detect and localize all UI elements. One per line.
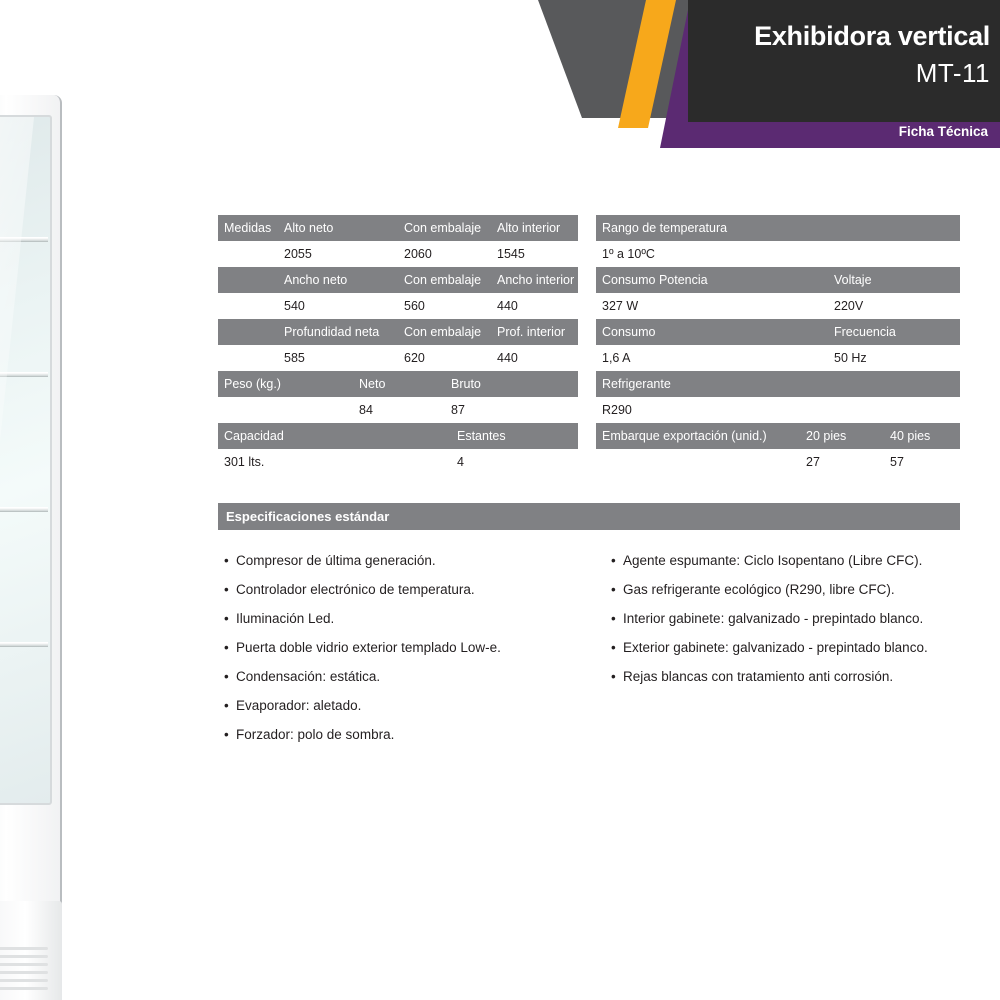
cell: Consumo [602,325,656,339]
table-row [596,241,960,267]
cell: Voltaje [834,273,872,287]
specs-column-left [218,546,589,749]
cell: Con embalaje [404,221,482,235]
cell: 84 [359,403,373,417]
cell: 40 pies [890,429,931,443]
table-row [218,449,578,475]
specs-column-right [589,546,960,749]
table-row [596,215,960,241]
cell: 440 [497,299,518,313]
list-item: • Forzador: polo de sombra. [218,720,589,749]
cell: Neto [359,377,386,391]
fridge-cabinet [0,95,62,915]
cell: 20 pies [806,429,847,443]
table-row [218,397,578,423]
cell: Ancho neto [284,273,348,287]
electrical-table [596,215,960,475]
cell: Ancho interior [497,273,575,287]
cell: Consumo Potencia [602,273,708,287]
cell: 440 [497,351,518,365]
cell: 2055 [284,247,312,261]
cell: 57 [890,455,904,469]
list-item: • Rejas blancas con tratamiento anti corrosión. [605,662,960,691]
cell: 50 Hz [834,351,867,365]
section-title: Especificaciones estándar [218,503,960,530]
table-row [596,371,960,397]
cell: Bruto [451,377,481,391]
glass-reflection [0,115,38,805]
dimensions-table [218,215,578,475]
table-row [596,293,960,319]
cell: Con embalaje [404,273,482,287]
cell: R290 [602,403,632,417]
table-row [218,319,578,345]
table-row [596,345,960,371]
table-row [218,241,578,267]
product-photo [0,95,70,975]
cell: 220V [834,299,864,313]
list-item: • Gas refrigerante ecológico (R290, libre CFC). [605,575,960,604]
table-row [218,293,578,319]
cell: Frecuencia [834,325,896,339]
table-row [596,449,960,475]
cell: 585 [284,351,305,365]
cell: Rango de temperatura [602,221,728,235]
page-title: Exhibidora vertical [754,21,990,51]
cell: Con embalaje [404,325,482,339]
list-item: • Agente espumante: Ciclo Isopentano (Libre CFC). [605,546,960,575]
sheet-type-label: Ficha Técnica [898,124,988,139]
fridge-glass-door [0,115,52,805]
list-item: • Iluminación Led. [218,604,589,633]
header-banner [510,0,1000,148]
cell: Capacidad [224,429,284,443]
cell: 4 [457,455,464,469]
fridge-base [0,901,62,1000]
table-row [596,267,960,293]
list-item: • Interior gabinete: galvanizado - prepintado blanco. [605,604,960,633]
cell: Alto neto [284,221,334,235]
cell: 540 [284,299,305,313]
table-row [596,319,960,345]
table-row [596,423,960,449]
cell: 27 [806,455,820,469]
cell: 1545 [497,247,525,261]
table-row [218,345,578,371]
cell: 327 W [602,299,639,313]
cell: Medidas [224,221,272,235]
model-number: MT-11 [915,58,990,88]
table-row [218,371,578,397]
cell: 87 [451,403,465,417]
table-row [218,215,578,241]
cell: Alto interior [497,221,561,235]
cell: Embarque exportación (unid.) [602,429,767,443]
cell: 2060 [404,247,432,261]
cell: 301 lts. [224,455,265,469]
cell: Refrigerante [602,377,671,391]
cell: Prof. interior [497,325,566,339]
cell: 1º a 10ºC [602,247,655,261]
table-row [218,423,578,449]
cell: Peso (kg.) [224,377,281,391]
cell: 1,6 A [602,351,631,365]
table-row [596,397,960,423]
table-row [218,267,578,293]
cell: Profundidad neta [284,325,380,339]
list-item: • Condensación: estática. [218,662,589,691]
list-item: • Controlador electrónico de temperatura. [218,575,589,604]
cell: 620 [404,351,425,365]
cell: 560 [404,299,425,313]
cell: Estantes [457,429,506,443]
list-item: • Exterior gabinete: galvanizado - prepintado blanco. [605,633,960,662]
list-item: • Puerta doble vidrio exterior templado Low-e. [218,633,589,662]
list-item: • Compresor de última generación. [218,546,589,575]
standard-specifications-section [218,503,960,749]
list-item: • Evaporador: aletado. [218,691,589,720]
